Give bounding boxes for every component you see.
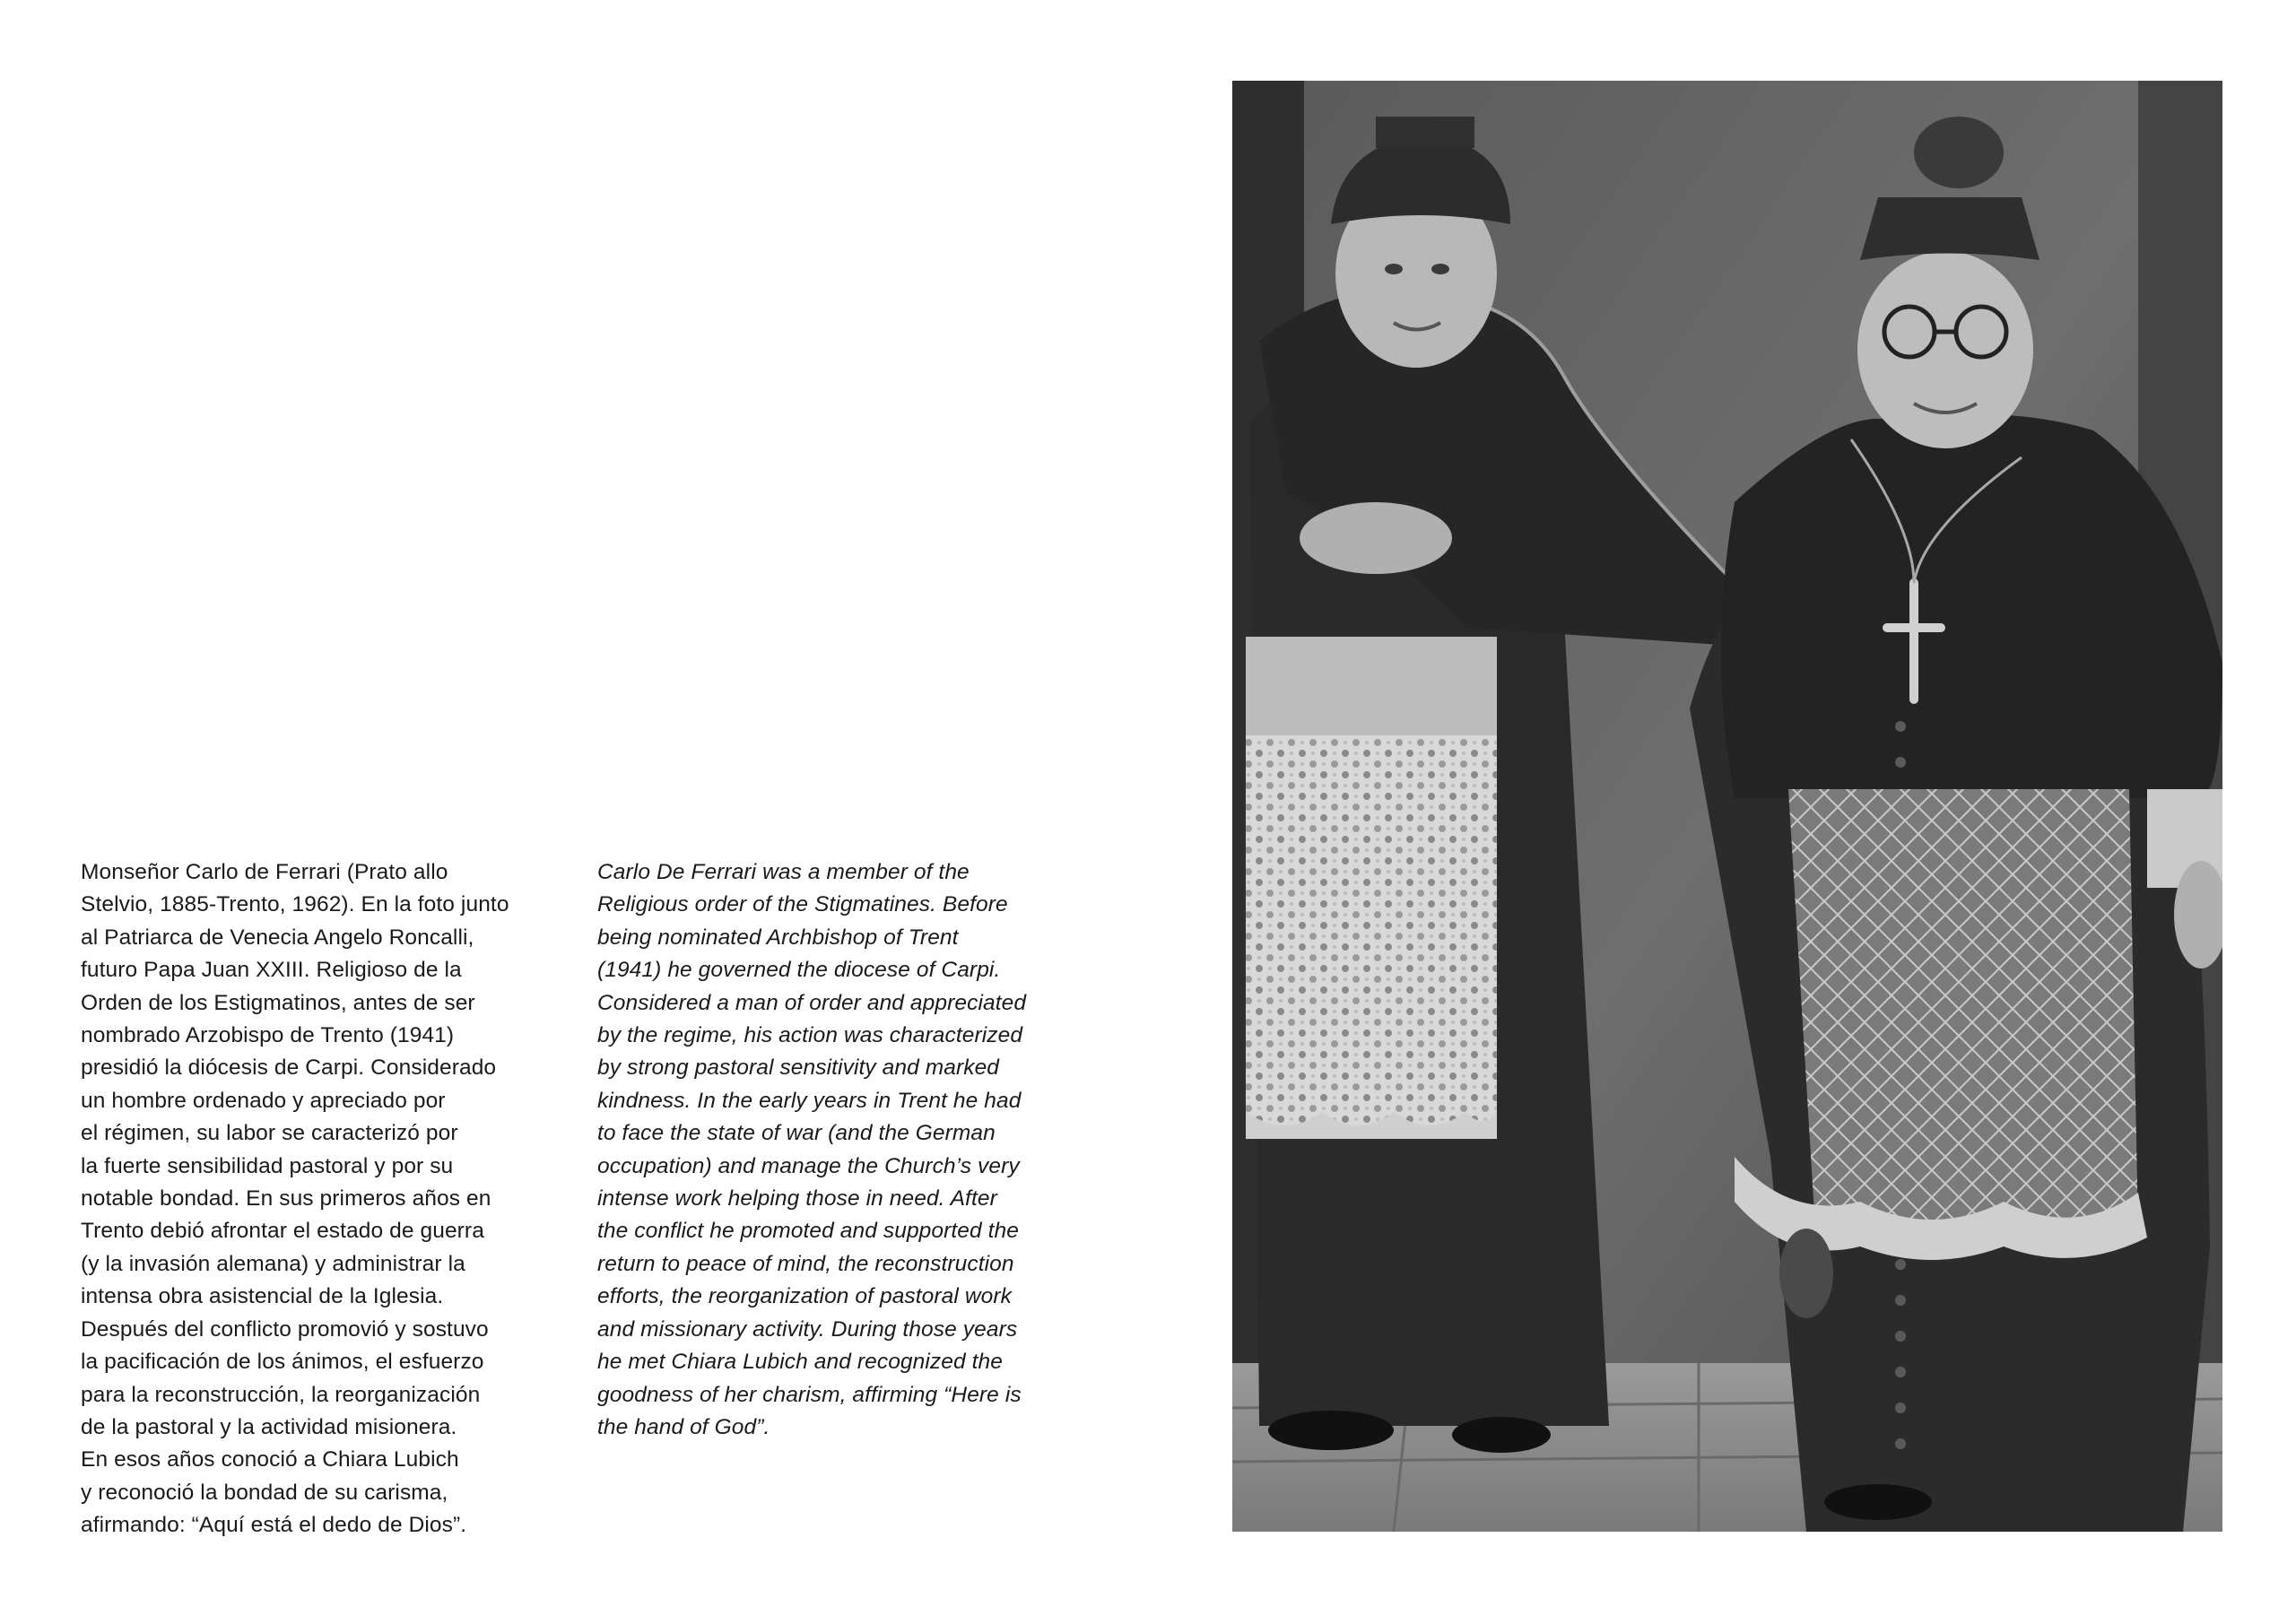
caption-line: de la pastoral y la actividad misionera.: [81, 1414, 457, 1439]
caption-spanish: [81, 856, 565, 1542]
caption-line: Considered a man of order and appreciated: [597, 990, 1027, 1015]
caption-english: [597, 856, 1100, 1444]
caption-line: Trento debió afrontar el estado de guerra: [81, 1219, 484, 1244]
caption-line: kindness. In the early years in Trent he had: [597, 1088, 1022, 1113]
caption-line: the conflict he promoted and supported the: [597, 1219, 1020, 1244]
caption-line: la fuerte sensibilidad pastoral y por su: [81, 1153, 454, 1178]
archival-photo: [1232, 81, 2222, 1532]
caption-line: notable bondad. En sus primeros años en: [81, 1186, 491, 1212]
caption-line: Orden de los Estigmatinos, antes de ser: [81, 990, 475, 1015]
caption-line: al Patriarca de Venecia Angelo Roncalli,: [81, 925, 474, 950]
caption-line: Después del conflicto promovió y sostuvo: [81, 1316, 489, 1342]
caption-line: afirmando: “Aquí está el dedo de Dios”.: [81, 1513, 467, 1538]
caption-line: intensa obra asistencial de la Iglesia.: [81, 1284, 444, 1309]
caption-line: el régimen, su labor se caracterizó por: [81, 1121, 458, 1146]
caption-line: Carlo De Ferrari was a member of the: [597, 860, 970, 884]
caption-line: nombrado Arzobispo de Trento (1941): [81, 1023, 455, 1048]
caption-line: En esos años conoció a Chiara Lubich: [81, 1447, 459, 1472]
photo-illustration: [1232, 81, 2222, 1532]
caption-line: la pacificación de los ánimos, el esfuerzo: [81, 1350, 484, 1375]
caption-line: futuro Papa Juan XXIII. Religioso de la: [81, 958, 462, 983]
caption-line: he met Chiara Lubich and recognized the: [597, 1350, 1003, 1375]
caption-line: return to peace of mind, the reconstruction: [597, 1251, 1014, 1276]
caption-line: (y la invasión alemana) y administrar la: [81, 1251, 465, 1276]
caption-line: intense work helping those in need. After: [597, 1186, 997, 1212]
caption-line: being nominated Archbishop of Trent: [597, 925, 959, 950]
caption-line: by the regime, his action was characterized: [597, 1023, 1023, 1048]
caption-line: Religious order of the Stigmatines. Before: [597, 892, 1008, 917]
caption-line: by strong pastoral sensitivity and marked: [597, 1055, 1000, 1081]
caption-line: y reconoció la bondad de su carisma,: [81, 1480, 448, 1505]
caption-line: para la reconstrucción, la reorganización: [81, 1382, 481, 1407]
caption-line: presidió la diócesis de Carpi. Considerado: [81, 1055, 497, 1081]
caption-line: goodness of her charism, affirming “Here is: [597, 1382, 1022, 1407]
caption-line: and missionary activity. During those years: [597, 1316, 1018, 1342]
caption-line: un hombre ordenado y apreciado por: [81, 1088, 446, 1113]
caption-line: occupation) and manage the Church’s very: [597, 1153, 1020, 1178]
caption-line: (1941) he governed the diocese of Carpi.: [597, 958, 1001, 983]
caption-line: Stelvio, 1885-Trento, 1962). En la foto junto: [81, 892, 509, 917]
caption-line: efforts, the reorganization of pastoral work: [597, 1284, 1012, 1309]
caption-line: the hand of God”.: [597, 1414, 770, 1439]
caption-line: to face the state of war (and the German: [597, 1121, 996, 1146]
caption-line: Monseñor Carlo de Ferrari (Prato allo: [81, 860, 448, 884]
